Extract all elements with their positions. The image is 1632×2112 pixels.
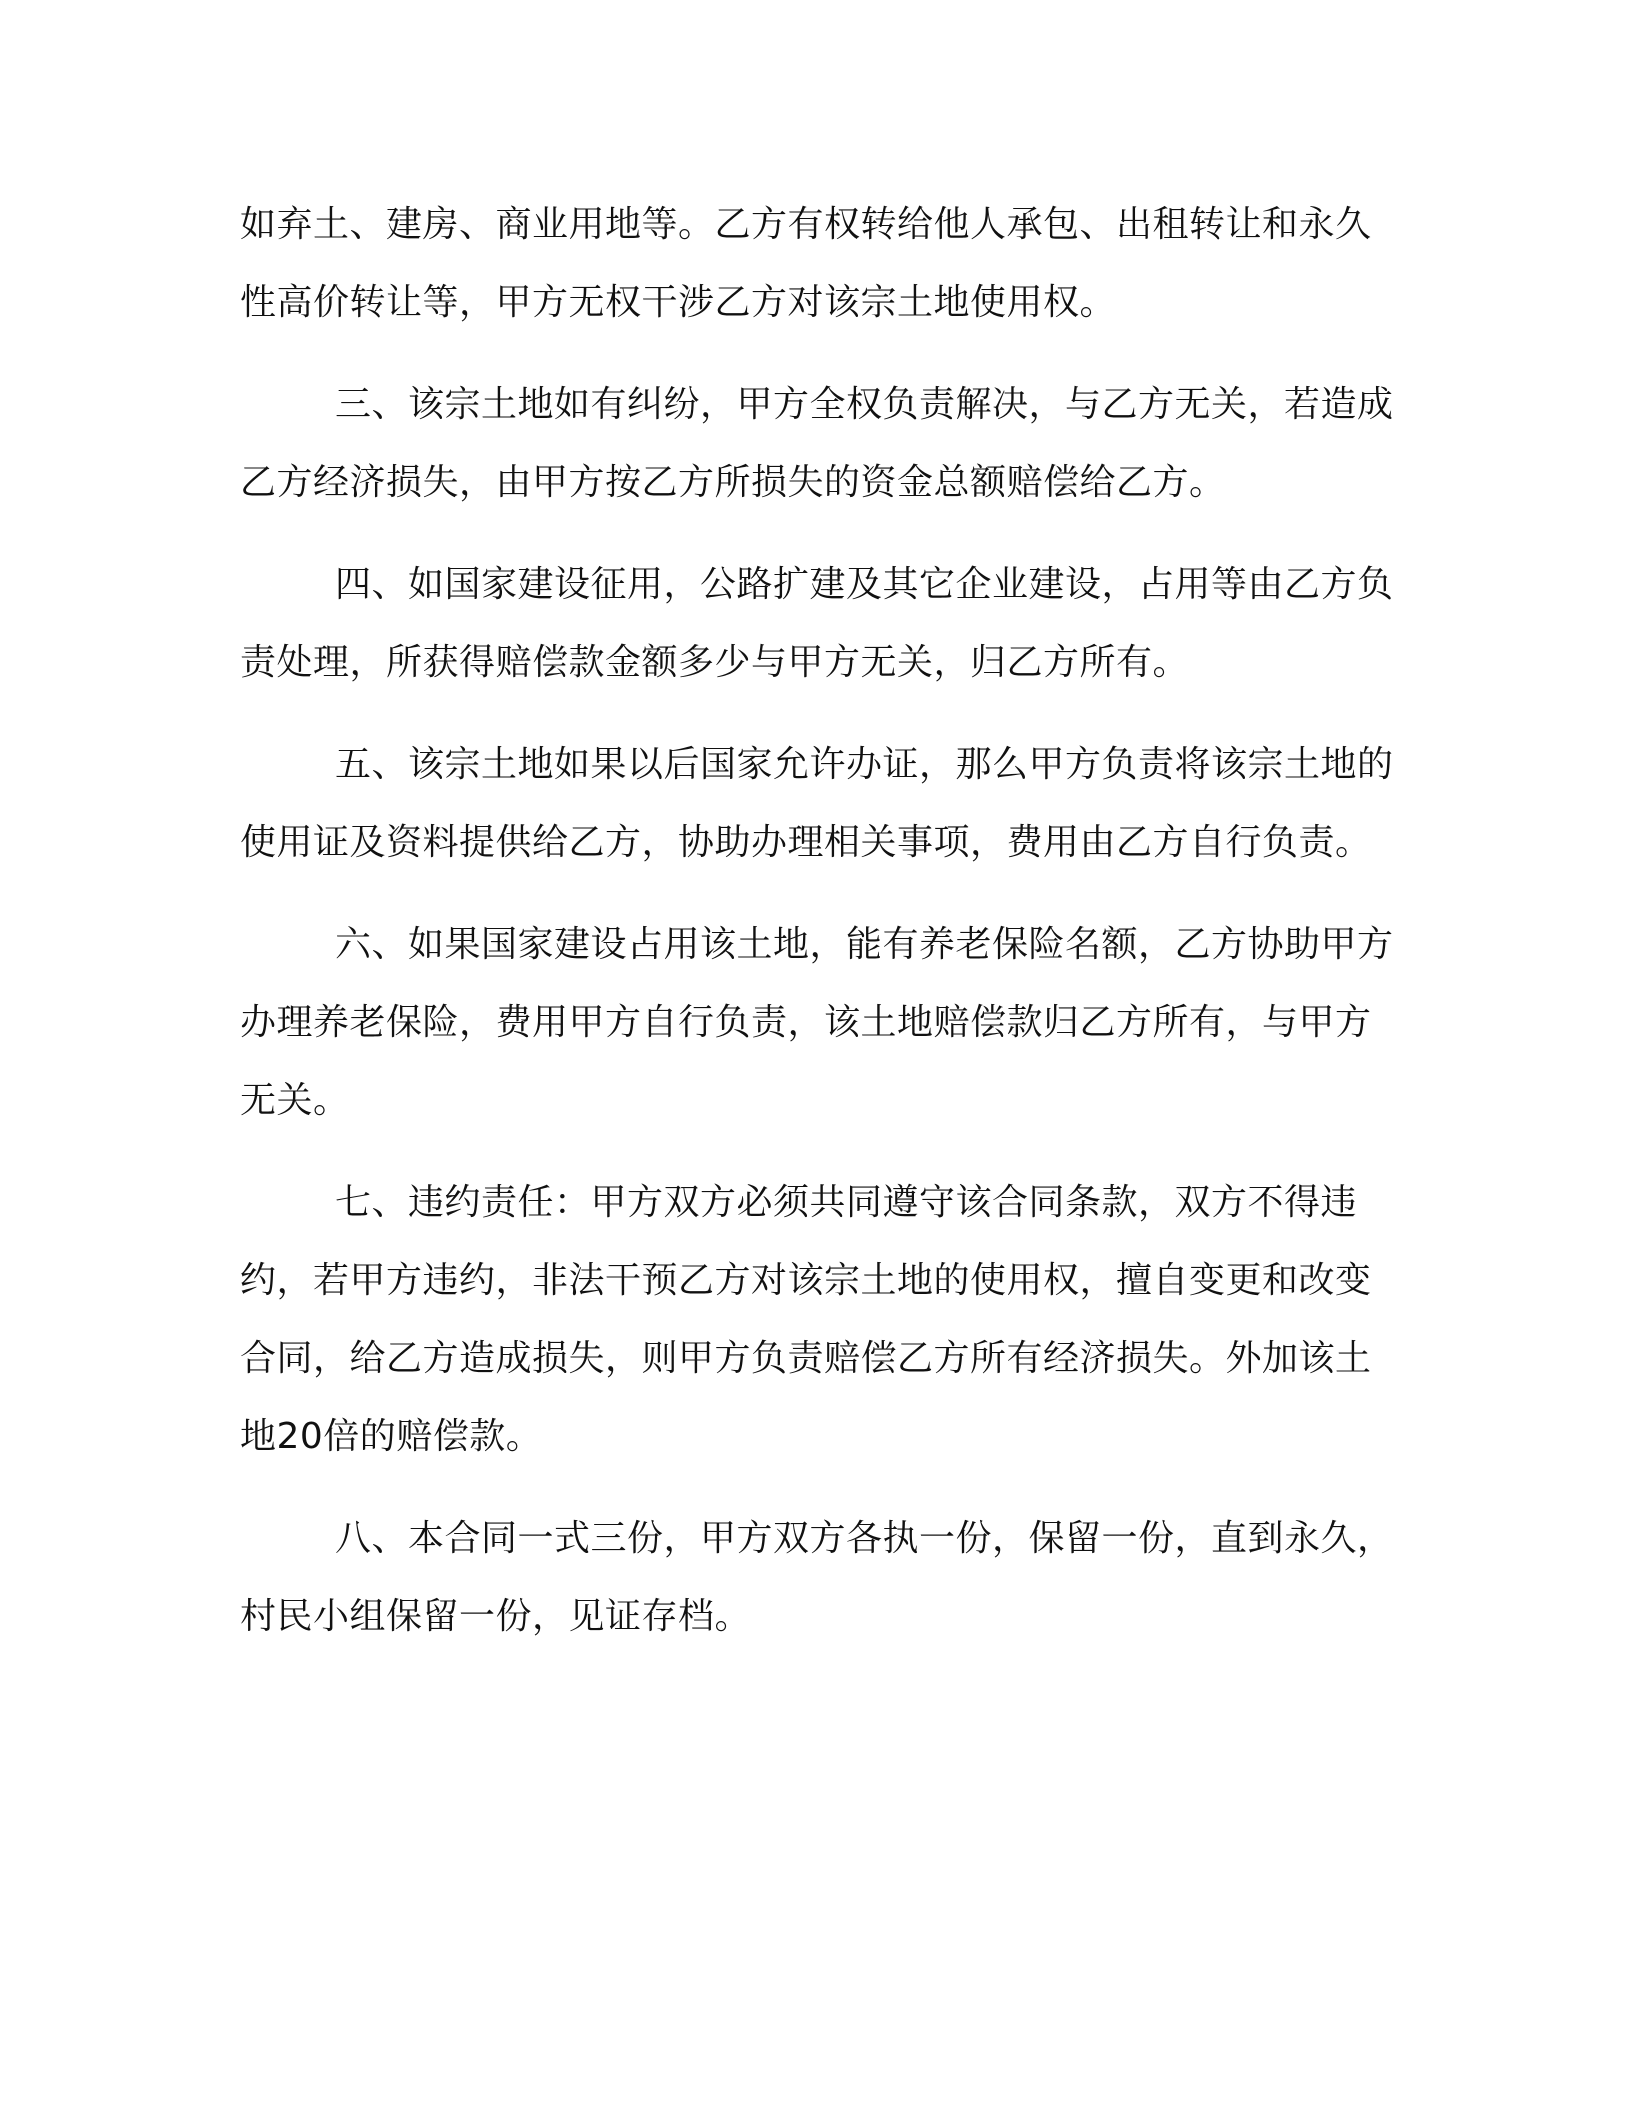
contract-body (240, 186, 1400, 1656)
clause-8: 八、本合同一式三份，甲方双方各执一份，保留一份，直到永久，村民小组保留一份，见证存档。 (240, 1518, 1394, 1637)
clause-6: 六、如果国家建设占用该土地，能有养老保险名额，乙方协助甲方办理养老保险，费用甲方自行负责，该土地赔偿款归乙方所有，与甲方无关。 (240, 924, 1394, 1121)
clause-4: 四、如国家建设征用，公路扩建及其它企业建设，占用等由乙方负责处理，所获得赔偿款金额多少与甲方无关，归乙方所有。 (240, 564, 1394, 683)
clause-7: 七、违约责任：甲方双方必须共同遵守该合同条款，双方不得违约，若甲方违约，非法干预乙方对该宗土地的使用权，擅自变更和改变合同，给乙方造成损失，则甲方负责赔偿乙方所有经济损失。外加该土地20倍的赔偿款。 (240, 1182, 1372, 1457)
paragraph-continuation: 如弃土、建房、商业用地等。乙方有权转给他人承包、出租转让和永久性高价转让等，甲方无权干涉乙方对该宗土地使用权。 (240, 204, 1372, 323)
clause-5: 五、该宗土地如果以后国家允许办证，那么甲方负责将该宗土地的使用证及资料提供给乙方，协助办理相关事项，费用由乙方自行负责。 (240, 744, 1394, 863)
clause-3: 三、该宗土地如有纠纷，甲方全权负责解决，与乙方无关，若造成乙方经济损失，由甲方按乙方所损失的资金总额赔偿给乙方。 (240, 384, 1394, 503)
